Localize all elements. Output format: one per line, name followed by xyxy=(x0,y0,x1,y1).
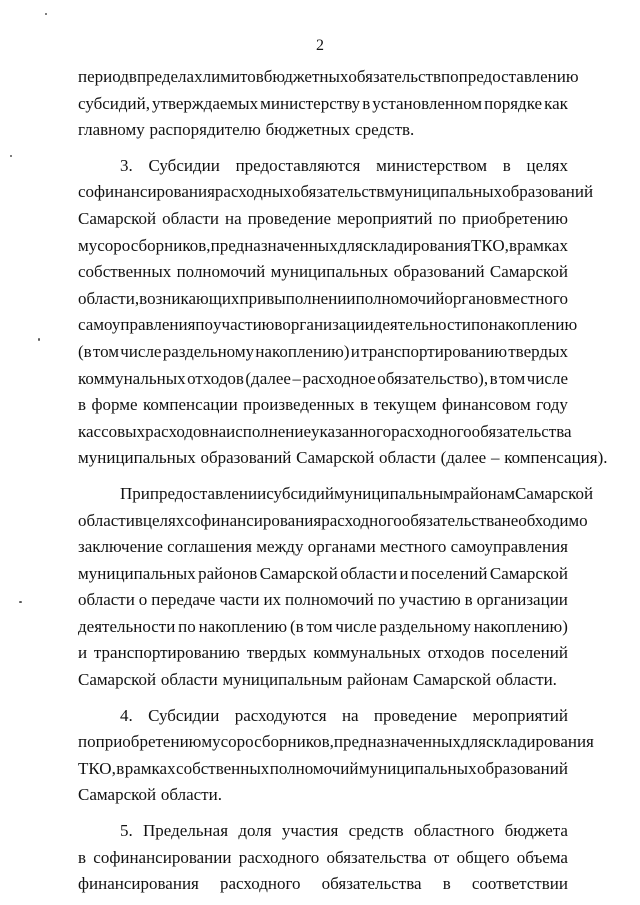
text-line xyxy=(78,587,568,614)
word: от xyxy=(433,847,450,867)
word: Самарской xyxy=(412,670,492,690)
word: транспортированию xyxy=(361,341,508,361)
word: Предельная xyxy=(143,821,229,841)
paragraph xyxy=(78,818,568,898)
word: проведение xyxy=(247,208,331,228)
word: возникающих xyxy=(139,288,240,308)
word: области xyxy=(340,563,398,583)
word: При xyxy=(120,483,150,503)
word: соглашения xyxy=(167,537,252,557)
word: деятельности xyxy=(373,315,472,335)
word: транспортированию xyxy=(93,643,240,663)
word: общего xyxy=(456,847,510,867)
word: доля xyxy=(238,821,272,841)
word: по xyxy=(441,67,459,86)
word: субсидий, xyxy=(78,93,150,113)
text-line xyxy=(78,508,588,535)
word: районам xyxy=(347,670,409,690)
word: Самарской xyxy=(78,785,157,805)
word: обязательства xyxy=(401,510,502,530)
word: участия xyxy=(281,821,339,841)
word: органов xyxy=(444,288,502,308)
word: форме xyxy=(91,395,138,415)
word: субсидий xyxy=(266,483,334,503)
word: году xyxy=(536,395,568,415)
text-line xyxy=(78,534,568,561)
word: целях xyxy=(526,155,568,175)
word: раздельному xyxy=(379,616,471,636)
word: заключение xyxy=(78,537,163,557)
word: бюджета xyxy=(504,821,568,841)
word: выполнении xyxy=(266,288,356,308)
word: по xyxy=(377,590,396,610)
word: главному xyxy=(78,120,145,140)
word: для xyxy=(337,235,363,255)
word: том xyxy=(499,368,526,388)
word: порядке xyxy=(484,93,543,113)
word: муниципальных xyxy=(270,262,389,282)
word: обязательства xyxy=(326,847,427,867)
word: органами xyxy=(307,537,376,557)
word: кассовых xyxy=(78,421,146,441)
word: накоплению xyxy=(198,616,288,636)
word: указанного xyxy=(311,421,392,441)
word: объема xyxy=(516,847,568,867)
text-line xyxy=(78,845,568,872)
word: районам xyxy=(453,483,515,503)
word: предназначенных xyxy=(210,235,338,255)
word: том xyxy=(306,616,333,636)
word: министерством xyxy=(376,155,487,175)
word: в xyxy=(502,155,511,175)
word: образований xyxy=(477,758,568,778)
word: полномочий xyxy=(285,590,374,610)
text-line xyxy=(78,366,568,393)
word: расходного xyxy=(321,510,402,530)
word: рамках xyxy=(124,758,176,778)
word: полномочий xyxy=(355,288,445,308)
word: в xyxy=(442,874,451,894)
word: в xyxy=(464,590,473,610)
text-line xyxy=(78,259,568,286)
word: финансовом xyxy=(441,395,531,415)
word: передаче xyxy=(151,590,216,610)
text-line xyxy=(78,756,568,783)
text-line xyxy=(78,233,568,260)
word: области xyxy=(78,510,135,530)
word: предоставлении xyxy=(149,483,267,503)
text-line xyxy=(78,667,568,694)
word: области, xyxy=(78,288,140,308)
word: собственных xyxy=(176,758,270,778)
word: софинансирования xyxy=(78,182,215,202)
word: расходуются xyxy=(234,705,327,725)
text-line xyxy=(78,818,568,845)
word: обязательства xyxy=(321,874,422,894)
word: числе xyxy=(120,341,162,361)
text-line xyxy=(78,419,572,446)
page-number: 2 xyxy=(316,37,324,54)
word: районов xyxy=(198,563,258,583)
text-line xyxy=(78,206,568,233)
word: числе xyxy=(335,616,377,636)
word: области xyxy=(379,448,436,468)
word: период xyxy=(78,67,129,86)
word: муниципальных xyxy=(78,448,196,468)
word: в xyxy=(274,315,283,335)
word: Самарской xyxy=(78,670,157,690)
document-body xyxy=(78,64,608,898)
word: твердых xyxy=(508,341,568,361)
word: муниципальным xyxy=(222,670,343,690)
word: средств. xyxy=(355,120,415,140)
word: по xyxy=(438,208,457,228)
word: 3. xyxy=(120,155,133,175)
word: части xyxy=(219,590,260,610)
text-line xyxy=(78,179,594,206)
word: полномочий xyxy=(176,262,266,282)
word: приобретению xyxy=(462,208,568,228)
word: поселений xyxy=(491,643,568,663)
word: текущем xyxy=(373,395,437,415)
word: предоставляются xyxy=(235,155,361,175)
scan-speck xyxy=(45,13,47,15)
word: Самарской xyxy=(514,483,594,503)
word: компенсация). xyxy=(504,448,608,468)
word: в xyxy=(489,368,498,388)
word: как xyxy=(544,93,568,113)
word: расходного xyxy=(220,874,301,894)
scan-speck xyxy=(19,601,22,603)
word: и xyxy=(350,341,360,361)
word: распорядителю xyxy=(149,120,261,140)
word: Субсидии xyxy=(148,155,220,175)
word: о xyxy=(138,590,148,610)
word: деятельности xyxy=(78,616,176,636)
word: обязательство), xyxy=(377,368,489,388)
word: расходное xyxy=(302,368,376,388)
word: – xyxy=(292,368,301,388)
word: Самарской xyxy=(489,563,568,583)
paragraph xyxy=(78,153,608,472)
word: пределах xyxy=(136,67,203,86)
word: проведение xyxy=(373,705,458,725)
word: в xyxy=(508,235,517,255)
word: том xyxy=(92,341,120,361)
text-line xyxy=(78,117,568,144)
word: бюджетных xyxy=(263,67,349,86)
word: мероприятий xyxy=(472,705,568,725)
word: организации xyxy=(282,315,374,335)
word: предоставлению xyxy=(458,67,579,86)
text-line xyxy=(78,871,568,898)
word: софинансирования xyxy=(184,510,322,530)
word: рамках xyxy=(517,235,568,255)
word: муниципальных xyxy=(358,758,477,778)
word: области xyxy=(160,670,218,690)
word: на xyxy=(341,705,359,725)
word: – xyxy=(490,448,500,468)
word: отходов xyxy=(187,368,244,388)
word: образований xyxy=(200,448,292,468)
word: накоплению) xyxy=(255,341,350,361)
word: финансирования xyxy=(78,874,199,894)
word: ТКО, xyxy=(78,758,116,778)
paragraph xyxy=(78,64,579,144)
word: собственных xyxy=(78,262,172,282)
word: мусоросборников, xyxy=(78,235,211,255)
word: бюджетных xyxy=(265,120,351,140)
word: в xyxy=(134,510,143,530)
word: исполнение xyxy=(226,421,312,441)
word: полномочий xyxy=(269,758,359,778)
word: твердых xyxy=(246,643,307,663)
word: произведенных xyxy=(243,395,355,415)
text-line xyxy=(78,91,568,118)
word: мусоросборников, xyxy=(201,732,334,752)
word: областного xyxy=(413,821,495,841)
text-line xyxy=(78,445,608,472)
paragraph xyxy=(78,481,594,694)
word: образований xyxy=(393,262,485,282)
word: в xyxy=(78,395,87,415)
word: Самарской xyxy=(489,262,568,282)
word: для xyxy=(460,732,486,752)
text-line xyxy=(78,703,568,730)
word: области xyxy=(162,208,219,228)
word: в xyxy=(128,67,137,86)
word: Субсидии xyxy=(148,705,220,725)
word: коммунальных xyxy=(313,643,421,663)
word: числе xyxy=(526,368,568,388)
word: образований xyxy=(502,182,594,202)
text-line xyxy=(78,640,568,667)
word: складирования xyxy=(362,235,471,255)
word: в xyxy=(78,847,87,867)
word: и xyxy=(399,563,409,583)
word: поселений xyxy=(410,563,488,583)
word: самоуправления xyxy=(450,537,568,557)
word: обязательств xyxy=(291,182,385,202)
word: отходов xyxy=(427,643,485,663)
word: области xyxy=(78,590,135,610)
word: области. xyxy=(495,670,557,690)
word: накоплению) xyxy=(473,616,568,636)
word: приобретению xyxy=(95,732,202,752)
word: расходных xyxy=(214,182,292,202)
text-line xyxy=(78,339,568,366)
word: целях xyxy=(142,510,185,530)
word: софинансировании xyxy=(93,847,232,867)
word: муниципальным xyxy=(333,483,454,503)
word: ТКО, xyxy=(471,235,509,255)
word: установленном xyxy=(372,93,483,113)
word: по xyxy=(178,616,196,636)
word: 4. xyxy=(120,705,133,725)
word: их xyxy=(263,590,282,610)
text-line xyxy=(78,614,568,641)
scan-speck xyxy=(10,155,12,157)
word: (далее xyxy=(440,448,487,468)
word: Самарской xyxy=(78,208,157,228)
word: области. xyxy=(160,785,222,805)
word: и xyxy=(78,643,88,663)
text-line xyxy=(78,729,594,756)
word: министерству xyxy=(260,93,361,113)
word: участию xyxy=(213,315,275,335)
word: (в xyxy=(289,616,304,636)
word: обязательств xyxy=(348,67,442,86)
word: в xyxy=(116,758,125,778)
word: необходимо xyxy=(501,510,588,530)
word: в xyxy=(362,93,371,113)
word: (в xyxy=(78,341,92,361)
word: участию xyxy=(399,590,461,610)
word: утверждаемых xyxy=(152,93,259,113)
word: самоуправления xyxy=(78,315,196,335)
word: по xyxy=(471,315,489,335)
word: местного xyxy=(379,537,447,557)
text-line xyxy=(78,392,568,419)
word: местного xyxy=(501,288,568,308)
text-line xyxy=(78,153,568,180)
word: расходов xyxy=(145,421,210,441)
word: лимитов xyxy=(202,67,264,86)
word: муниципальных xyxy=(78,563,196,583)
text-line xyxy=(78,481,594,508)
word: Самарской xyxy=(296,448,375,468)
word: (далее xyxy=(245,368,291,388)
word: компенсации xyxy=(143,395,238,415)
word: соответствии xyxy=(471,874,568,894)
word: 5. xyxy=(120,821,133,841)
word: между xyxy=(256,537,304,557)
word: средств xyxy=(348,821,404,841)
text-line xyxy=(78,312,578,339)
text-line xyxy=(78,561,568,588)
word: Самарской xyxy=(259,563,338,583)
word: мероприятий xyxy=(337,208,433,228)
word: раздельному xyxy=(162,341,255,361)
word: при xyxy=(239,288,267,308)
word: организации xyxy=(476,590,568,610)
word: муниципальных xyxy=(384,182,503,202)
word: коммунальных xyxy=(78,368,186,388)
word: расходного xyxy=(238,847,320,867)
word: на xyxy=(225,208,242,228)
paragraph xyxy=(78,703,594,809)
word: по xyxy=(78,732,96,752)
text-line xyxy=(78,64,579,91)
text-line xyxy=(78,782,568,809)
word: в xyxy=(360,395,369,415)
scan-speck xyxy=(38,338,40,341)
word: предназначенных xyxy=(333,732,461,752)
word: на xyxy=(209,421,227,441)
word: накоплению xyxy=(488,315,578,335)
word: по xyxy=(195,315,214,335)
word: складирования xyxy=(485,732,594,752)
text-line xyxy=(78,286,568,313)
word: расходного xyxy=(391,421,472,441)
word: обязательства xyxy=(471,421,572,441)
